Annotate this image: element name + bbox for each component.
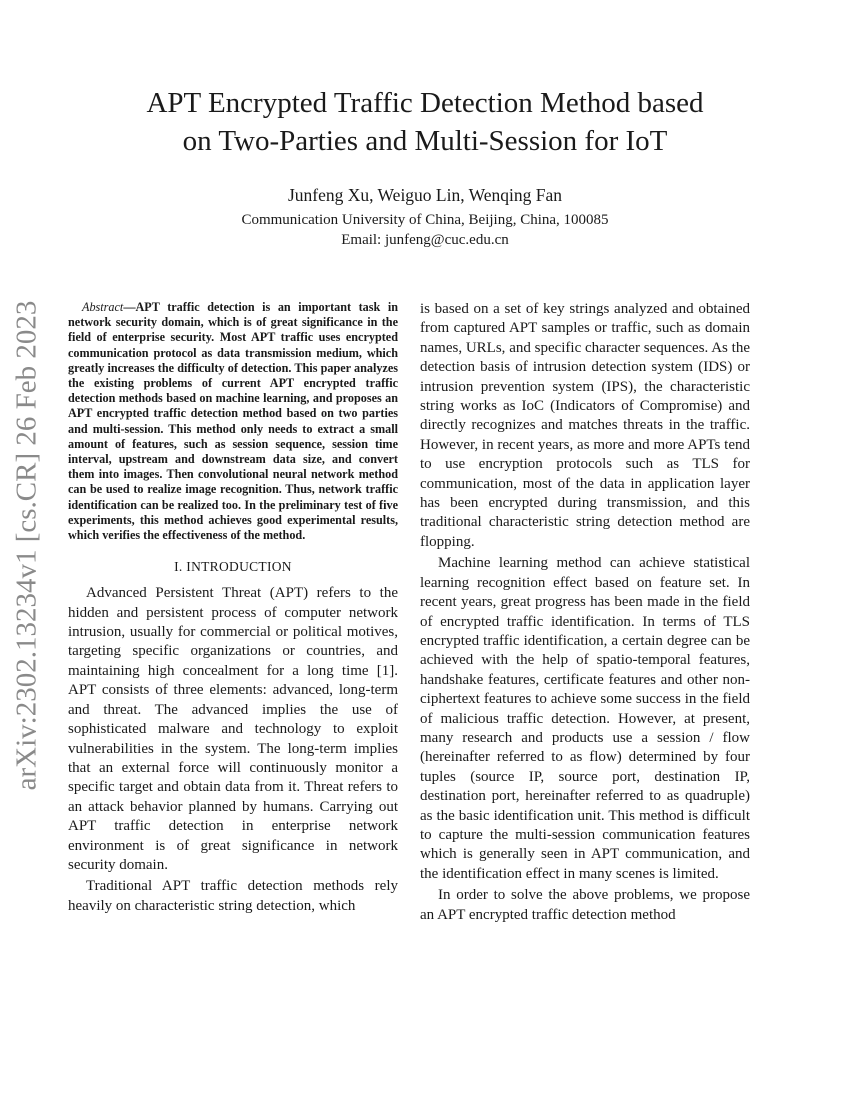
intro-paragraph-2-continued: is based on a set of key strings analyzed and obtained from captured APT samples or traffic, such as domain names, URLs, and specific character sequences. As the detection basis of intrusion detection system (IDS) or intrusion prevention system (IPS), the characteristic string works as IoC (Indicators of Compromise) and directly recognizes and matches threats in the traffic. However, in recent years, as more and more APTs tend to use encryption protocols such as TLS for communication, most of the data in application layer has been encrypted during transmission, and this traditional characteristic string detection method are flopping.	[420, 301, 750, 550]
arxiv-id: arXiv:2302.13234v1 [cs.CR] 26 Feb 2023	[10, 300, 43, 790]
intro-paragraph-2: Traditional APT traffic detection methods rely heavily on characteristic string detection, which	[68, 878, 398, 914]
title-line-2: on Two-Parties and Multi-Session for IoT	[182, 125, 668, 157]
abstract	[68, 300, 398, 543]
authors: Junfeng Xu, Weiguo Lin, Wenqing Fan	[287, 185, 563, 205]
abstract-text: —APT traffic detection is an important task in network security domain, which is of great significance in the field of enterprise security. Most APT traffic uses encrypted communication protocol as data transmission medium, which greatly increases the difficulty of detection. This paper analyzes the existing problems of current APT encrypted traffic detection methods based on machine learning, and proposes an APT encrypted traffic detection method based on two parties and multi-session. This method only needs to extract a small amount of features, such as session sequence, session time interval, upstream and downstream data size, and convert them into images. Then convolutional neural network method can be used to realize image recognition. Thus, network traffic identification can be realized too. In the preliminary test of five experiments, this method achieves good experimental results, which verifies the effectiveness of the method.	[68, 300, 398, 543]
paper-title	[60, 84, 790, 160]
title-line-1: APT Encrypted Traffic Detection Method based	[146, 87, 704, 119]
section-heading-introduction: I. INTRODUCTION	[174, 559, 292, 575]
email: Email: junfeng@cuc.edu.cn	[341, 232, 509, 248]
affiliation-block	[100, 210, 750, 250]
intro-paragraph-3: Machine learning method can achieve statistical learning recognition effect based on feature set. In recent years, great progress has been made in the field of encrypted traffic identification. In terms of TLS encrypted traffic identification, a certain degree can be achieved with the help of spatio-temporal features, handshake features, certificate features and other non-ciphertext features to achieve some success in the field of malicious traffic detection. However, at present, many research and products use a session / flow (hereinafter referred to as flow) determined by four tuples (source IP, source port, destination IP, destination port, hereinafter referred to as quadruple) as the basic identification unit. This method is difficult to capture the multi-session communication features which is generally seen in APT communication, and the identification effect in many scenes is limited.	[420, 555, 750, 882]
right-column	[420, 300, 750, 925]
left-column	[68, 300, 398, 916]
intro-paragraph-4: In order to solve the above problems, we propose an APT encrypted traffic detection method	[420, 887, 750, 923]
arxiv-stamp	[4, 295, 50, 795]
intro-paragraph-1: Advanced Persistent Threat (APT) refers to the hidden and persistent process of computer network intrusion, usually for commercial or political motives, targeting specific organizations or countries, and maintaining high concealment for a long time [1]. APT consists of three elements: advanced, long-term and threat. The advanced implies the use of sophisticated malware and technology to exploit vulnerabilities in the system. The long-term implies that an external force will continuously monitor a specific target and obtain data from it. Threat refers to an attack behavior planned by humans. Carrying out APT traffic detection in enterprise network environment is of great significance in network security domain.	[68, 585, 398, 873]
affiliation: Communication University of China, Beijing, China, 100085	[241, 212, 609, 228]
abstract-label: Abstract	[82, 300, 124, 314]
